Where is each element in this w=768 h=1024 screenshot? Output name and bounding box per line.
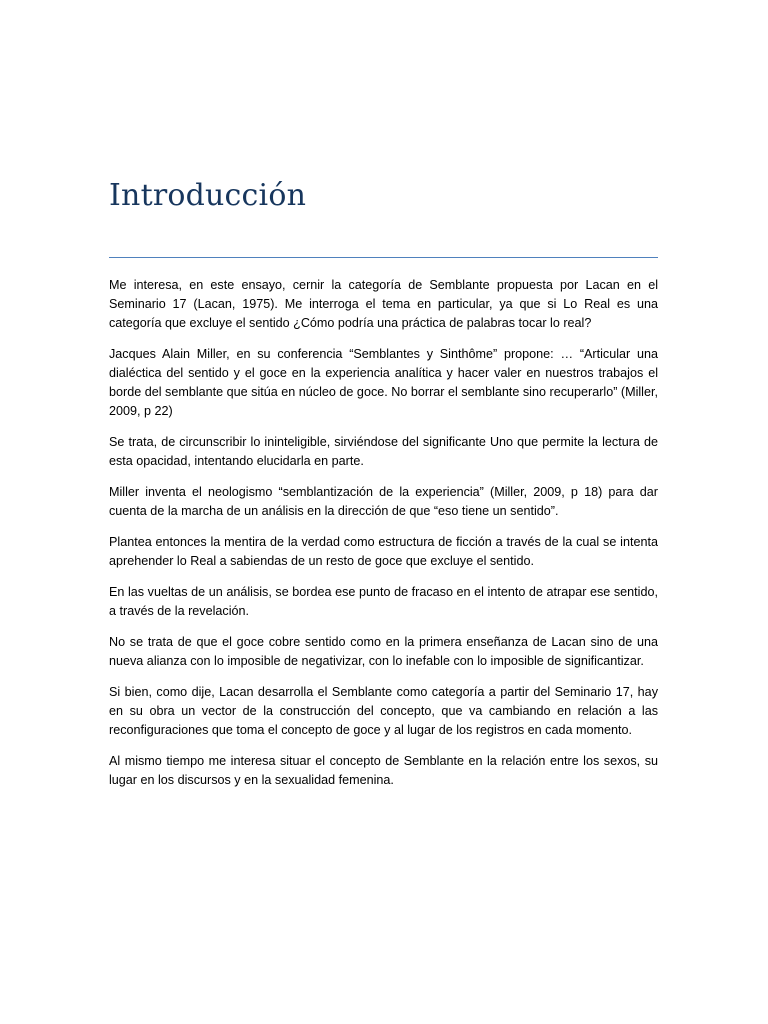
paragraph: Miller inventa el neologismo “semblantización de la experiencia” (Miller, 2009, p 18) para dar cuenta de la marcha de un análisis en la dirección de que “eso tiene un sentido”. — [109, 485, 658, 518]
page-title: Introducción — [109, 178, 307, 213]
paragraph: Si bien, como dije, Lacan desarrolla el Semblante como categoría a partir del Seminario 17, hay en su obra un vector de la construcción del concepto, que va cambiando en relación a las reconfiguraciones que toma el concepto de goce y al lugar de los registros en cada momento. — [109, 685, 658, 737]
paragraph: Se trata, de circunscribir lo ininteligible, sirviéndose del significante Uno que permite la lectura de esta opacidad, intentando elucidarla en parte. — [109, 435, 658, 468]
paragraph: En las vueltas de un análisis, se bordea ese punto de fracaso en el intento de atrapar ese sentido, a través de la revelación. — [109, 585, 658, 618]
paragraph: Al mismo tiempo me interesa situar el concepto de Semblante en la relación entre los sexos, su lugar en los discursos y en la sexualidad femenina. — [109, 754, 658, 787]
title-divider — [109, 257, 658, 258]
document-body — [109, 276, 658, 802]
paragraph: Jacques Alain Miller, en su conferencia “Semblantes y Sinthôme” propone: … “Articular una dialéctica del sentido y el goce en la experiencia analítica y hacer valer en nuestros trabajos el borde del semblante que sitúa en núcleo de goce. No borrar el semblante sino recuperarlo” (Miller, 2009, p 22) — [109, 347, 658, 418]
paragraph: No se trata de que el goce cobre sentido como en la primera enseñanza de Lacan sino de una nueva alianza con lo imposible de negativizar, con lo inefable con lo imposible de significantizar. — [109, 635, 658, 668]
paragraph: Me interesa, en este ensayo, cernir la categoría de Semblante propuesta por Lacan en el Seminario 17 (Lacan, 1975). Me interroga el tema en particular, ya que si Lo Real es una categoría que excluye el sentido ¿Cómo podría una práctica de palabras tocar lo real? — [109, 278, 658, 330]
paragraph: Plantea entonces la mentira de la verdad como estructura de ficción a través de la cual se intenta aprehender lo Real a sabiendas de un resto de goce que excluye el sentido. — [109, 535, 658, 568]
